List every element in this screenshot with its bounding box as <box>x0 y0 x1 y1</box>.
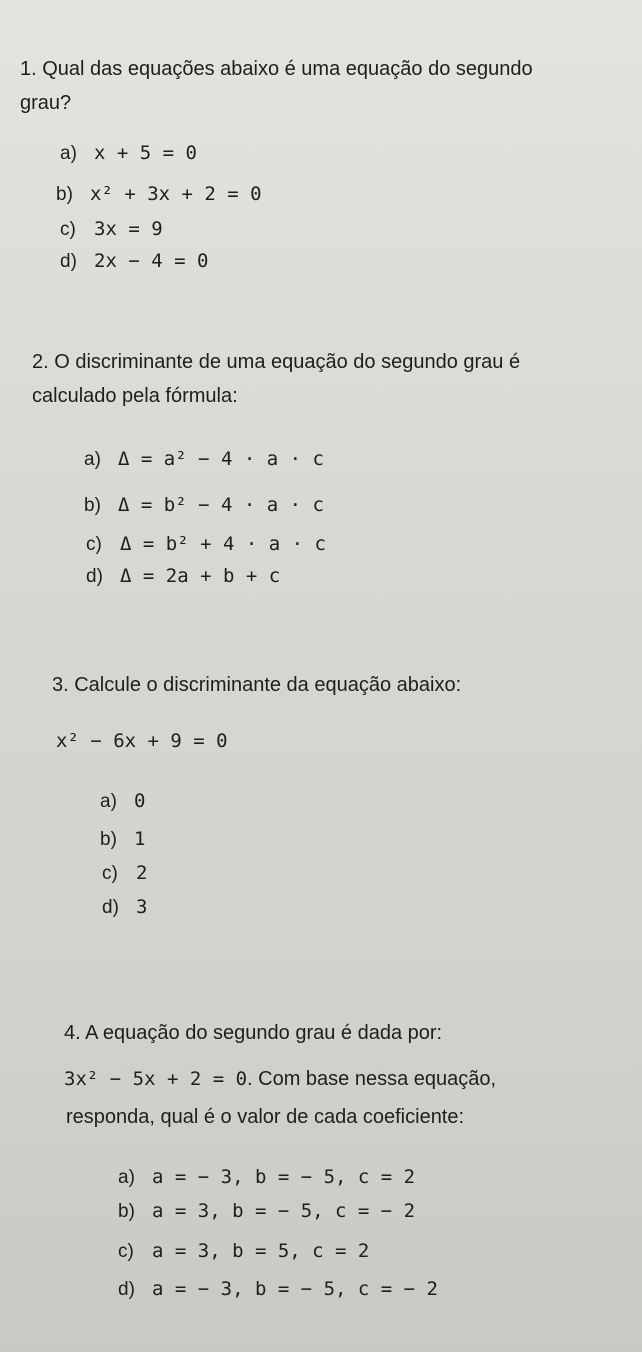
question-4-line1: 4. A equação do segundo grau é dada por: <box>64 1022 443 1044</box>
option-expression: Δ = 2a + b + c <box>120 565 281 587</box>
question-2-text: 2. O discriminante de uma equação do segundo grau é calculado pela fórmula: <box>32 351 521 407</box>
option-label: c) <box>86 534 102 555</box>
q4-option-c[interactable] <box>118 1240 369 1263</box>
q1-option-b[interactable] <box>56 183 262 206</box>
q3-option-b[interactable] <box>100 828 145 851</box>
option-expression: x² + 3x + 2 = 0 <box>90 183 262 205</box>
option-expression: a = 3, b = 5, c = 2 <box>152 1240 370 1262</box>
option-label: b) <box>100 829 117 850</box>
option-expression: 0 <box>134 790 146 812</box>
q4-option-b[interactable] <box>118 1200 415 1223</box>
option-expression: x + 5 = 0 <box>94 142 197 164</box>
option-label: d) <box>118 1279 135 1300</box>
option-label: a) <box>84 449 101 470</box>
question-4-text-part2: . Com base nessa equação, <box>247 1068 497 1090</box>
option-expression: Δ = a² − 4 · a · c <box>118 448 324 470</box>
option-expression: a = 3, b = − 5, c = − 2 <box>152 1200 416 1222</box>
question-3-text: 3. Calcule o discriminante da equação abaixo: <box>52 674 462 696</box>
option-label: d) <box>86 566 103 587</box>
question-4-line3: responda, qual é o valor de cada coeficiente: <box>66 1106 465 1128</box>
q2-option-a[interactable] <box>84 448 324 471</box>
question-4-line2 <box>64 1062 496 1096</box>
option-label: a) <box>60 143 77 164</box>
q3-option-c[interactable] <box>102 862 147 885</box>
option-label: a) <box>100 791 117 812</box>
q4-option-a[interactable] <box>118 1166 415 1189</box>
q1-option-a[interactable] <box>60 142 197 165</box>
q1-option-d[interactable] <box>60 250 208 273</box>
equation-expression: x² − 6x + 9 = 0 <box>56 730 228 752</box>
option-label: a) <box>118 1167 135 1188</box>
option-label: b) <box>118 1201 135 1222</box>
question-1-text: 1. Qual das equações abaixo é uma equação do segundo grau? <box>20 58 533 114</box>
option-expression: 2x − 4 = 0 <box>94 250 209 272</box>
q2-option-d[interactable] <box>86 565 280 588</box>
option-expression: 3 <box>136 896 148 918</box>
q3-equation <box>56 730 228 753</box>
option-expression: Δ = b² − 4 · a · c <box>118 494 324 516</box>
option-expression: Δ = b² + 4 · a · c <box>120 533 326 555</box>
option-expression: 3x = 9 <box>94 218 163 240</box>
q2-option-c[interactable] <box>86 533 326 556</box>
option-expression: 1 <box>134 828 146 850</box>
option-expression: a = − 3, b = − 5, c = − 2 <box>152 1278 438 1300</box>
option-label: b) <box>56 184 73 205</box>
option-label: b) <box>84 495 101 516</box>
option-label: c) <box>60 219 76 240</box>
option-label: d) <box>102 897 119 918</box>
q1-option-c[interactable] <box>60 218 163 241</box>
option-label: c) <box>102 863 118 884</box>
option-label: c) <box>118 1241 134 1262</box>
q3-option-a[interactable] <box>100 790 145 813</box>
option-expression: 2 <box>136 862 148 884</box>
option-label: d) <box>60 251 77 272</box>
question-4-equation: 3x² − 5x + 2 = 0 <box>64 1068 248 1090</box>
option-expression: a = − 3, b = − 5, c = 2 <box>152 1166 416 1188</box>
q3-option-d[interactable] <box>102 896 147 919</box>
q4-option-d[interactable] <box>118 1278 438 1301</box>
q2-option-b[interactable] <box>84 494 324 517</box>
